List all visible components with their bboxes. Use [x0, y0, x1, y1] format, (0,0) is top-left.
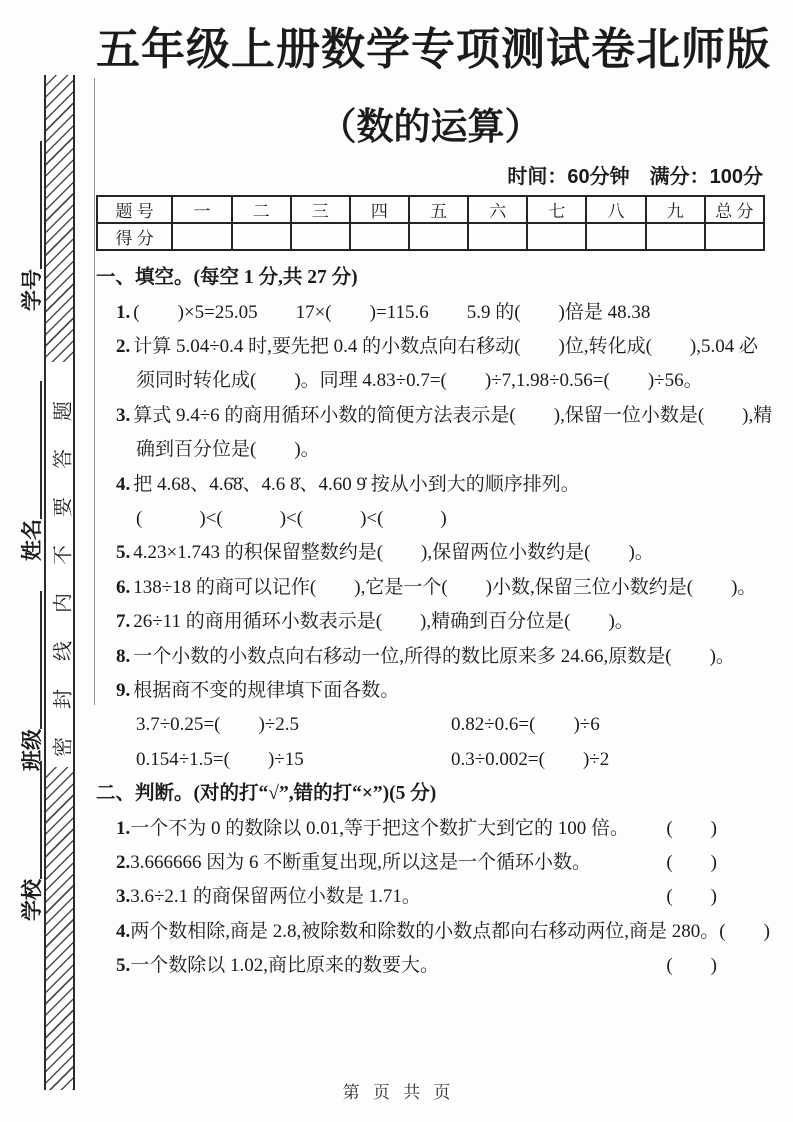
- question-text: 确到百分位是( )。: [136, 439, 320, 461]
- score-header-cell: 题 号: [97, 196, 172, 223]
- seal-text: 密封线内不要答题: [52, 372, 74, 757]
- question-number: 6.: [116, 576, 131, 598]
- seal-strip: [44, 75, 75, 1090]
- question-number: 5.: [116, 955, 131, 977]
- question-line: [96, 502, 765, 536]
- answer-blanks: ( )<( )<( )<( ): [136, 507, 447, 529]
- score-cell: [527, 223, 586, 250]
- question-number: 2.: [116, 335, 131, 357]
- answer-bracket: ( ): [666, 886, 717, 908]
- question-line: [96, 468, 765, 502]
- question-line: [96, 296, 765, 330]
- question-text: 4.23×1.743 的积保留整数约是( ),保留两位小数约是( )。: [133, 542, 654, 564]
- name-blank-underline: [40, 381, 42, 519]
- question-text: 一个小数的小数点向右移动一位,所得的数比原来多 24.66,原数是( )。: [133, 645, 735, 667]
- judge-line: [96, 949, 765, 983]
- question-number: 3.: [116, 404, 131, 426]
- judge-text: [116, 846, 666, 880]
- score-cell: [172, 223, 231, 250]
- score-row-label: 得 分: [97, 223, 172, 250]
- name-label: [16, 381, 46, 561]
- question-line: [96, 605, 765, 639]
- section-heading-judge: 二、判断。(对的打“√”,错的打“×”)(5 分): [96, 783, 437, 805]
- answer-bracket: ( ): [666, 817, 717, 839]
- question-text: 根据商不变的规律填下面各数。: [133, 680, 400, 702]
- name-text: 姓名: [20, 519, 44, 561]
- question-line: [96, 364, 765, 398]
- score-header-cell: 九: [646, 196, 705, 223]
- question-text: 3.6÷2.1 的商保留两位小数是 1.71。: [130, 886, 421, 908]
- question-number: 1.: [116, 817, 131, 839]
- footer-page-info: 第 页 共 页: [342, 1083, 451, 1102]
- hatch-top: [46, 75, 73, 362]
- question-line: [96, 640, 765, 674]
- question-line: [96, 674, 765, 708]
- student-id-blank-underline: [40, 141, 42, 269]
- judge-line: [96, 880, 765, 914]
- student-id-label: [16, 141, 46, 311]
- judge-line: [96, 915, 770, 949]
- score-header-cell: 五: [409, 196, 468, 223]
- score-cell: [586, 223, 645, 250]
- judge-line: [96, 846, 765, 880]
- hatch-bottom: [46, 767, 73, 1090]
- question-text: 26÷11 的商用循环小数表示是( ),精确到百分位是( )。: [133, 611, 634, 633]
- question-text: 138÷18 的商可以记作( ),它是一个( )小数,保留三位小数约是( )。: [133, 576, 757, 598]
- question-text: 须同时转化成( )。同理 4.83÷0.7=( )÷7,1.98÷0.56=( )÷56。: [136, 370, 703, 392]
- equation: 0.82÷0.6=( )÷6: [451, 714, 600, 736]
- question-number: 2.: [116, 852, 131, 874]
- equation-row: [96, 708, 765, 742]
- score-table-score-row: [97, 223, 764, 250]
- score-header-cell: 一: [172, 196, 231, 223]
- score-cell: [468, 223, 527, 250]
- question-line: [96, 433, 765, 467]
- judge-text: [116, 880, 666, 914]
- school-blank-underline: [40, 761, 42, 879]
- score-cell: [291, 223, 350, 250]
- equation: 3.7÷0.25=( )÷2.5: [136, 714, 299, 736]
- score-header-cell: 二: [232, 196, 291, 223]
- judge-text: [116, 812, 666, 846]
- answer-bracket: ( ): [666, 852, 717, 874]
- class-label: [16, 591, 46, 771]
- equation: 0.3÷0.002=( )÷2: [451, 748, 610, 770]
- question-number: 7.: [116, 611, 131, 633]
- score-cell: [350, 223, 409, 250]
- judge-text: [116, 949, 666, 983]
- score-cell: [409, 223, 468, 250]
- question-number: 8.: [116, 645, 131, 667]
- equation-row: [96, 743, 765, 777]
- score-header-cell: 六: [468, 196, 527, 223]
- score-header-cell: 八: [586, 196, 645, 223]
- question-line: [96, 571, 765, 605]
- page-subtitle: （数的运算）: [319, 105, 542, 147]
- section-heading-fill: 一、填空。(每空 1 分,共 27 分): [96, 267, 358, 289]
- question-text: 计算 5.04÷0.4 时,要先把 0.4 的小数点向右移动( )位,转化成( ),5.04 必: [133, 335, 758, 357]
- question-text: 把 4.68、4.6̇8̇、4.6 8̇、4.60 9̇ 按从小到大的顺序排列。: [133, 473, 580, 495]
- seal-text-zone: [46, 362, 73, 767]
- class-blank-underline: [40, 591, 42, 729]
- question-text: ( )×5=25.05 17×( )=115.6 5.9 的( )倍是 48.38: [133, 301, 651, 323]
- question-number: 1.: [116, 301, 131, 323]
- school-label: [16, 761, 46, 921]
- score-cell: [705, 223, 764, 250]
- class-text: 班级: [20, 729, 44, 771]
- question-number: 9.: [116, 680, 131, 702]
- question-number: 5.: [116, 542, 131, 564]
- question-line: [96, 399, 773, 433]
- judge-text: [116, 915, 719, 949]
- judge-line: [96, 812, 765, 846]
- score-header-cell: 七: [527, 196, 586, 223]
- score-cell: [232, 223, 291, 250]
- binding-line: [94, 78, 95, 705]
- question-number: 3.: [116, 886, 131, 908]
- question-text: 一个数除以 1.02,商比原来的数要大。: [130, 955, 440, 977]
- answer-bracket: ( ): [719, 920, 770, 942]
- question-number: 4.: [116, 920, 131, 942]
- answer-bracket: ( ): [666, 955, 717, 977]
- question-number: 4.: [116, 473, 131, 495]
- question-text: 3.666666 因为 6 不断重复出现,所以这是一个循环小数。: [130, 852, 592, 874]
- score-header-cell: 总 分: [705, 196, 764, 223]
- score-cell: [646, 223, 705, 250]
- question-text: 两个数相除,商是 2.8,被除数和除数的小数点都向右移动两位,商是 280。: [130, 920, 720, 942]
- question-line: [96, 536, 765, 570]
- score-header-cell: 三: [291, 196, 350, 223]
- score-header-cell: 四: [350, 196, 409, 223]
- page-title: 五年级上册数学专项测试卷北师版: [96, 25, 771, 74]
- exam-meta: 时间：60分钟 满分：100分: [507, 166, 763, 189]
- school-text: 学校: [20, 879, 44, 921]
- score-table: [96, 195, 765, 251]
- exam-page: [96, 0, 773, 984]
- student-id-text: 学号: [20, 269, 44, 311]
- equation: 0.154÷1.5=( )÷15: [136, 748, 304, 770]
- question-line: [96, 330, 765, 364]
- score-table-header-row: [97, 196, 764, 223]
- question-text: 算式 9.4÷6 的商用循环小数的简便方法表示是( ),保留一位小数是( ),精: [133, 404, 773, 426]
- question-text: 一个不为 0 的数除以 0.01,等于把这个数扩大到它的 100 倍。: [130, 817, 630, 839]
